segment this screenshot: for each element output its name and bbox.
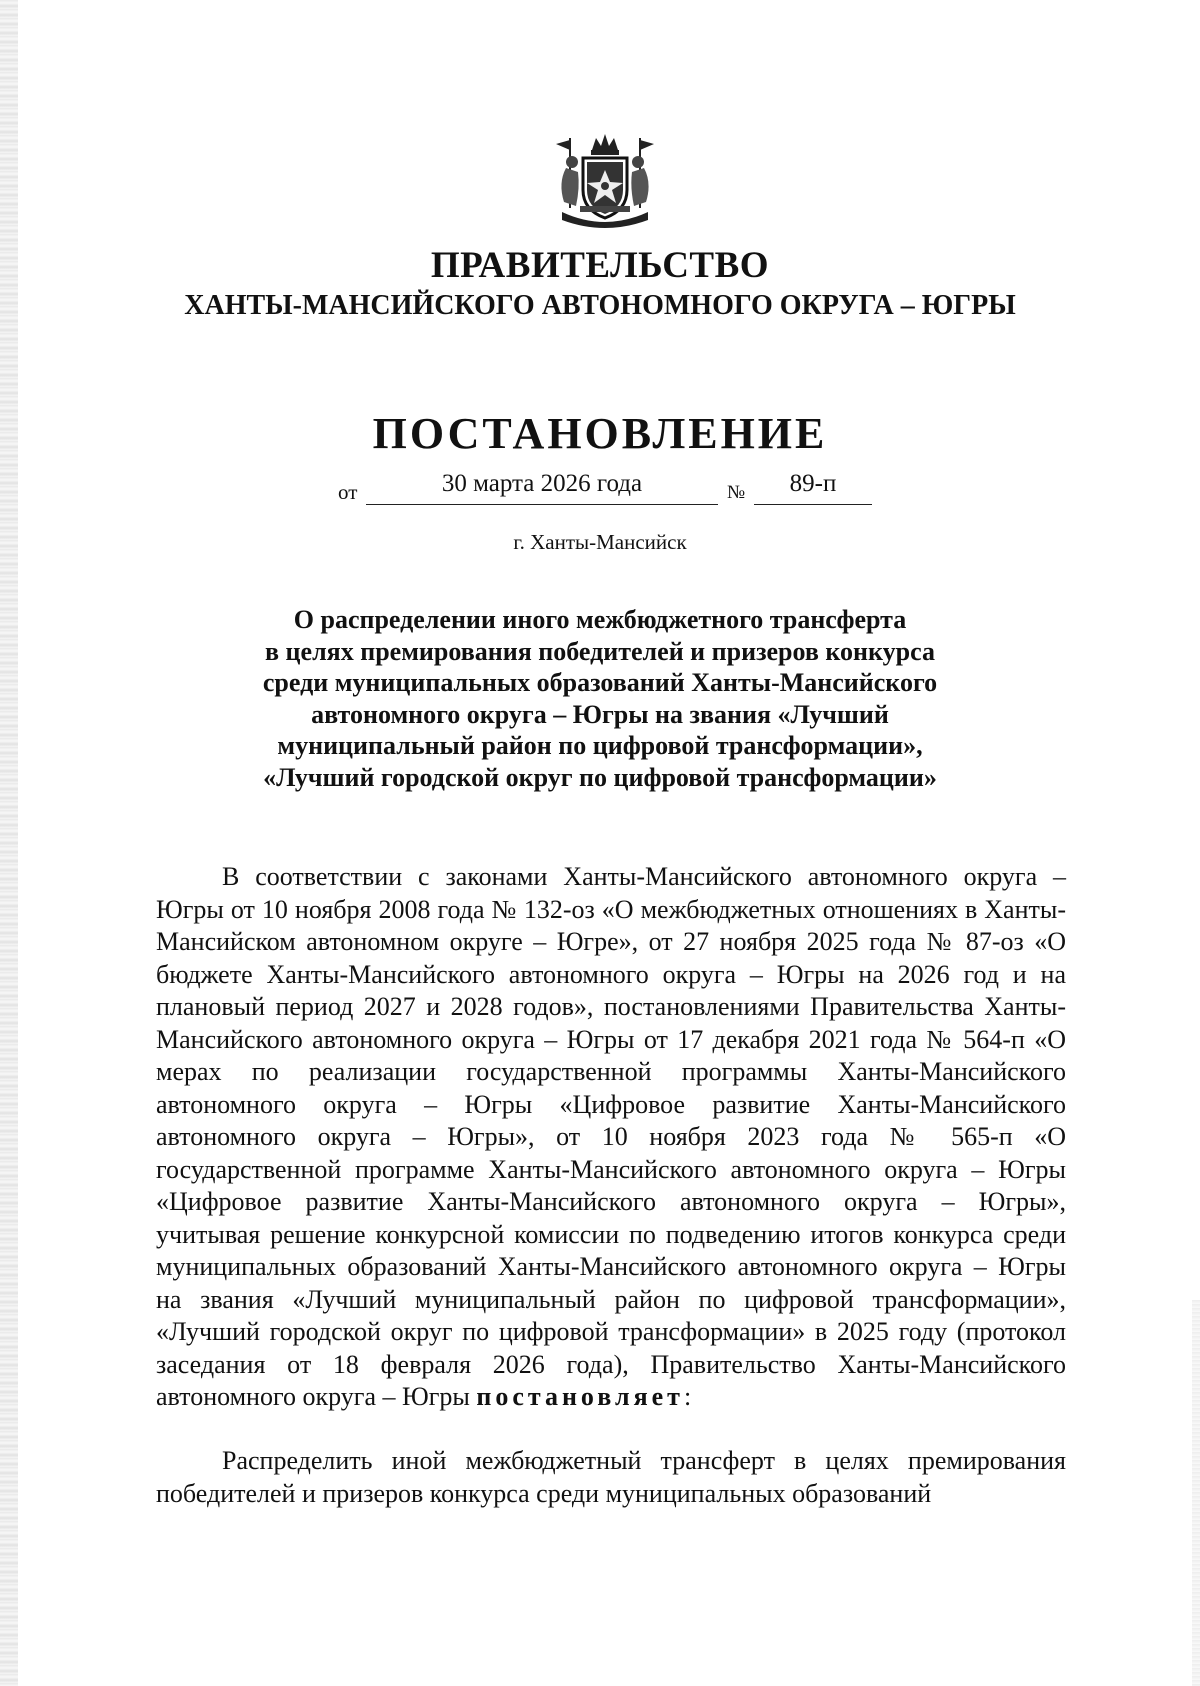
- number-label: №: [727, 482, 746, 503]
- body-paragraph-2: [156, 1445, 1066, 1510]
- coat-of-arms-icon: [550, 128, 660, 232]
- city: г. Ханты-Мансийск: [513, 530, 687, 554]
- title-line: в целях премирования победителей и призеров конкурса: [265, 636, 935, 666]
- document-number: 89-п: [789, 470, 837, 497]
- title-line: «Лучший городской округ по цифровой трансформации»: [263, 762, 937, 792]
- decree-word: постановляет: [476, 1382, 684, 1411]
- document-title: [170, 604, 1030, 793]
- decree-colon: :: [683, 1382, 692, 1411]
- number-underline: [754, 504, 872, 505]
- title-line: автономного округа – Югры на звания «Лучший: [311, 699, 889, 729]
- document-type: ПОСТАНОВЛЕНИЕ: [372, 409, 828, 458]
- government-title: ПРАВИТЕЛЬСТВО: [430, 245, 770, 286]
- scan-edge-right: [1192, 1300, 1200, 1686]
- date-number-row: [0, 470, 1200, 510]
- paragraph-2-text: Распределить иной межбюджетный трансферт в целях премирования победителей и призеров конкурса среди муниципальных образований: [156, 1446, 1066, 1508]
- title-line: О распределении иного межбюджетного трансферта: [293, 605, 907, 634]
- title-line: среди муниципальных образований Ханты-Мансийского: [262, 668, 938, 697]
- from-label: от: [338, 480, 358, 504]
- body-paragraph-1: [156, 861, 1066, 1414]
- title-line: муниципальный район по цифровой трансформации»,: [277, 731, 923, 760]
- paragraph-1-text: В соответствии с законами Ханты-Мансийского автономного округа – Югры от 10 ноября 2008 года № 132-оз «О межбюджетных отношениях в Ханты-Мансийском автономном округе – Югре», от 27 ноября 2025 года № 87-оз «О бюджете Ханты-Мансийского автономного округа – Югры на 2026 год и на плановый период 2027 и 2028 годов», постановлениями Правительства Ханты-Мансийского автономного округа – Югры от 17 декабря 2021 года № 564-п «О мерах по реализации государственной программы Ханты-Мансийского автономного округа – Югры «Цифровое развитие Ханты-Мансийского автономного округа – Югры», от 10 ноября 2023 года № 565-п «О государственной программе Ханты-Мансийского автономного округа – Югры «Цифровое развитие Ханты-Мансийского автономного округа – Югры», учитывая решение конкурсной комиссии по подведению итогов конкурса среди муниципальных образований Ханты-Мансийского автономного округа – Югры на звания «Лучший муниципальный район по цифровой трансформации», «Лучший городской округ по цифровой трансформации» в 2025 году (протокол заседания от 18 февраля 2026 года), Правительство Ханты-Мансийского автономного округа – Югры: [156, 862, 1066, 1411]
- government-region: ХАНТЫ-МАНСИЙСКОГО АВТОНОМНОГО ОКРУГА – ЮГРЫ: [184, 290, 1016, 321]
- document-date: 30 марта 2026 года: [441, 470, 643, 497]
- date-underline: [366, 504, 718, 505]
